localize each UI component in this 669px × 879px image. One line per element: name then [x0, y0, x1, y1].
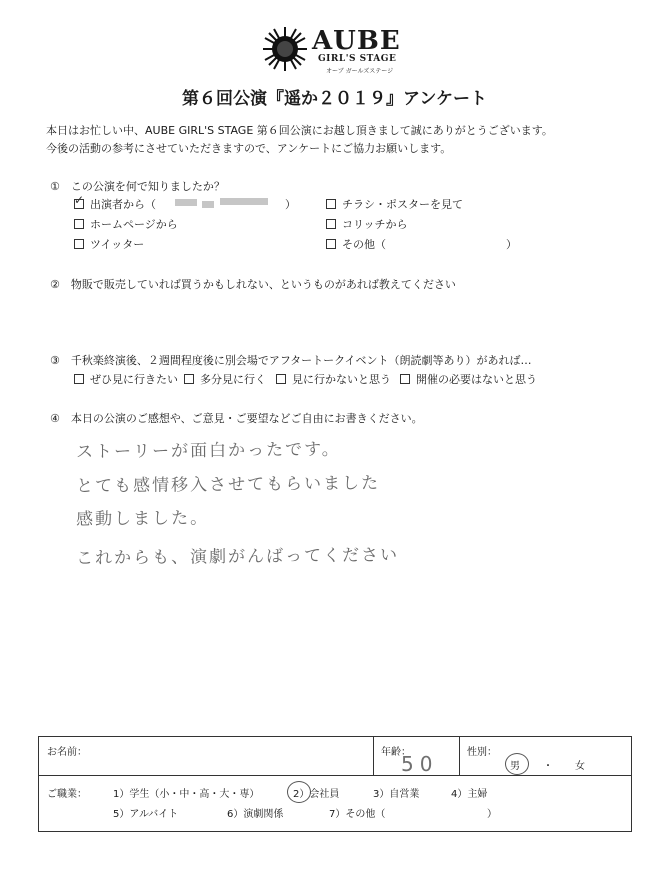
- checkbox-icon: [74, 374, 84, 384]
- occupation-part-time[interactable]: 5）アルバイト: [113, 809, 179, 820]
- handwritten-answer-3: 感動しました。: [75, 508, 210, 530]
- close-paren: ）: [506, 238, 517, 251]
- occupation-student[interactable]: 1）学生（小・中・高・大・専）: [113, 789, 260, 800]
- occupation-office-worker[interactable]: 2）会社員: [293, 789, 340, 800]
- checkbox-icon: [326, 219, 336, 229]
- option-not-go[interactable]: 見に行かないと思う: [276, 371, 391, 387]
- age-value: 50: [401, 752, 439, 776]
- gender-dot: ・: [543, 761, 553, 772]
- handwritten-answer-4: これからも、演劇がんばってください: [75, 545, 400, 569]
- logo-subtitle: GIRL'S STAGE: [318, 54, 397, 64]
- question-3: ③ 千秋楽終演後、２週間程度後に別会場でアフタートークイベント（朗読劇等あり）があれば…: [50, 354, 532, 367]
- gender-female[interactable]: 女: [575, 761, 585, 772]
- checkbox-icon: [74, 219, 84, 229]
- occupation-homemaker[interactable]: 4）主婦: [451, 789, 488, 800]
- divider: [39, 775, 631, 776]
- intro-line-1: 本日はお忙しい中、AUBE GIRL'S STAGE 第６回公演にお越し頂きまして誠にありがとうございます。: [46, 124, 553, 137]
- name-label: お名前：: [47, 747, 87, 758]
- handwritten-answer-1: ストーリーが面白かったです。: [75, 439, 341, 463]
- option-other[interactable]: その他（: [326, 236, 386, 252]
- sun-emblem-icon: [262, 26, 308, 72]
- occupation-theater[interactable]: 6）演劇関係: [227, 809, 284, 820]
- occupation-self-employed[interactable]: 3）自営業: [373, 789, 420, 800]
- redacted-block: [175, 199, 197, 206]
- checkbox-icon: [276, 374, 286, 384]
- option-definitely-go[interactable]: ぜひ見に行きたい: [74, 371, 178, 387]
- occupation-label: ご職業：: [47, 789, 87, 800]
- redacted-block: [202, 201, 214, 208]
- age-label: 年齢：: [381, 747, 411, 758]
- redacted-block: [220, 198, 268, 205]
- close-paren: ）: [487, 809, 497, 820]
- option-not-needed[interactable]: 開催の必要はないと思う: [400, 371, 537, 387]
- handwritten-answer-2: とても感情移入させてもらいました: [75, 473, 381, 497]
- divider: [373, 737, 374, 775]
- checkbox-icon: [326, 199, 336, 209]
- logo-wordmark: AUBE: [312, 26, 401, 56]
- survey-title: 第６回公演『遥か２０１９』アンケート: [182, 89, 487, 109]
- checkbox-icon: [74, 239, 84, 249]
- gender-label: 性別：: [467, 747, 497, 758]
- option-twitter[interactable]: ツイッター: [74, 236, 144, 252]
- checkbox-icon: [184, 374, 194, 384]
- checkbox-icon: [326, 239, 336, 249]
- checkbox-icon: [400, 374, 410, 384]
- question-4: ④ 本日の公演のご感想や、ご意見・ご要望などご自由にお書きください。: [50, 412, 423, 425]
- divider: [459, 737, 460, 775]
- gender-male[interactable]: 男: [510, 761, 520, 772]
- occupation-other[interactable]: 7）その他（: [329, 809, 386, 820]
- logo-kana: オーブ ガールズステージ: [326, 68, 394, 75]
- question-1: ① この公演を何で知りましたか？: [50, 180, 225, 193]
- respondent-info-box: [38, 736, 632, 832]
- question-2: ② 物販で販売していれば買うかもしれない、というものがあれば教えてください: [50, 278, 456, 291]
- option-homepage[interactable]: ホームページから: [74, 216, 178, 232]
- checkmark-icon: ✓: [74, 193, 85, 207]
- option-flyer[interactable]: チラシ・ポスターを見て: [326, 196, 463, 212]
- option-probably-go[interactable]: 多分見に行く: [184, 371, 266, 387]
- option-performer[interactable]: 出演者から（: [74, 196, 156, 212]
- checkbox-icon: [74, 199, 84, 209]
- aube-logo: [262, 22, 412, 78]
- intro-line-2: 今後の活動の参考にさせていただきますので、アンケートにご協力お願いします。: [46, 142, 452, 155]
- close-paren: ）: [285, 198, 296, 211]
- option-corich[interactable]: コリッチから: [326, 216, 408, 232]
